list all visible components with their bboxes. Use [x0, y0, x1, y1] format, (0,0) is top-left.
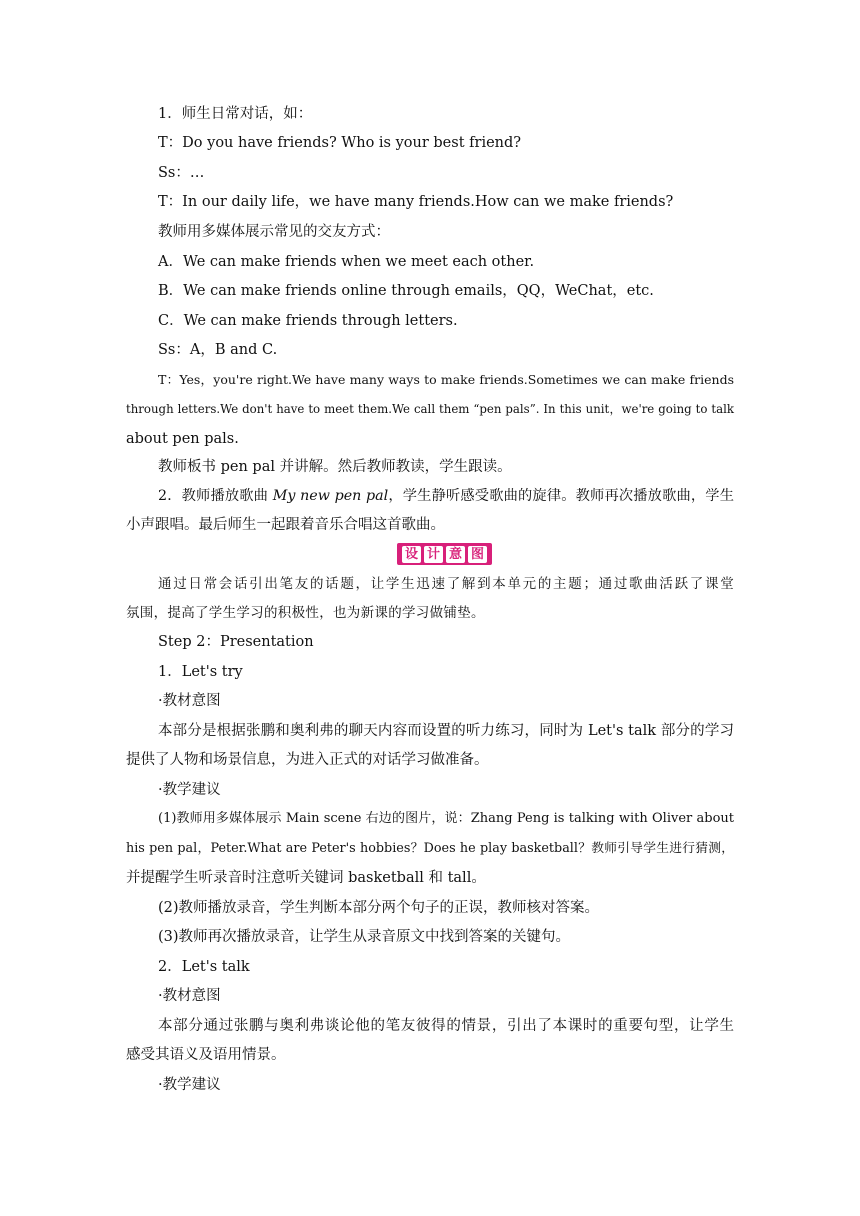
advice1-line3: 并提醒学生听录音时注意听关键词 basketball 和 tall。: [126, 870, 486, 886]
design-intent-banner: [397, 543, 492, 565]
dialogue-teacher-3-line1: T：Yes，you're right.We have many ways to make friends.Sometimes we can make friends: [158, 372, 734, 387]
banner-char: 意: [446, 546, 465, 563]
talk-intent-line1: 本部分通过张鹏与奥利弗谈论他的笔友彼得的情景，引出了本课时的重要句型，让学生: [158, 1018, 734, 1034]
dialogue-students-1: Ss：…: [158, 165, 205, 181]
try-intent-line1: 本部分是根据张鹏和奥利弗的聊天内容而设置的听力练习，同时为 Let's talk 部分的学习: [158, 723, 734, 739]
advice1-line1: (1)教师用多媒体展示 Main scene 右边的图片，说：Zhang Peng is talking with Oliver about: [158, 811, 734, 826]
design-intent-line1: 通过日常会话引出笔友的话题，让学生迅速了解到本单元的主题；通过歌曲活跃了课堂: [158, 576, 734, 592]
lets-talk-heading: 2．Let's talk: [158, 959, 250, 975]
advice2: (2)教师播放录音，学生判断本部分两个句子的正误，教师核对答案。: [158, 900, 600, 916]
dialogue-teacher-3-line2: through letters.We don't have to meet them.We call them “pen pals”. In this unit，we're going to talk: [126, 402, 734, 416]
option-b: B．We can make friends online through emails，QQ，WeChat，etc.: [158, 283, 654, 299]
banner-char: 设: [402, 546, 421, 563]
advice3: (3)教师再次播放录音，让学生从录音原文中找到答案的关键句。: [158, 929, 571, 945]
banner-char: 计: [424, 546, 443, 563]
try-intent-label: ·教材意图: [158, 693, 221, 709]
dialogue-students-2: Ss：A，B and C.: [158, 342, 278, 358]
talk-advice-label: ·教学建议: [158, 1077, 221, 1093]
try-intent-line2: 提供了人物和场景信息，为进入正式的对话学习做准备。: [126, 752, 489, 768]
talk-intent-label: ·教材意图: [158, 988, 221, 1004]
dialogue-teacher-1: T：Do you have friends? Who is your best friend?: [158, 135, 522, 151]
blackboard-note: 教师板书 pen pal 并讲解。然后教师教读，学生跟读。: [158, 459, 512, 475]
step1-item1: 1．师生日常对话，如：: [158, 106, 313, 122]
banner-char: 图: [468, 546, 487, 563]
option-c: C．We can make friends through letters.: [158, 313, 458, 329]
try-advice-label: ·教学建议: [158, 782, 221, 798]
song-title: My new pen pal: [272, 488, 389, 504]
advice1-line2: his pen pal，Peter.What are Peter's hobbies？Does he play basketball？教师引导学生进行猜测，: [126, 841, 734, 856]
talk-intent-line2: 感受其语义及语用情景。: [126, 1047, 286, 1063]
step2-heading: Step 2：Presentation: [158, 634, 314, 650]
step1-item2-line1: 2．教师播放歌曲 My new pen pal，学生静听感受歌曲的旋律。教师再次播放歌曲，学生: [158, 488, 734, 504]
dialogue-teacher-3-line3: about pen pals.: [126, 431, 239, 447]
dialogue-teacher-2: T：In our daily life，we have many friends.How can we make friends?: [158, 194, 674, 210]
step1-item2-line2: 小声跟唱。最后师生一起跟着音乐合唱这首歌曲。: [126, 517, 445, 533]
design-intent-line2: 氛围，提高了学生学习的积极性，也为新课的学习做铺垫。: [126, 605, 485, 621]
option-a: A．We can make friends when we meet each other.: [158, 254, 535, 270]
lets-try-heading: 1．Let's try: [158, 664, 243, 680]
media-intro: 教师用多媒体展示常见的交友方式：: [158, 224, 390, 240]
